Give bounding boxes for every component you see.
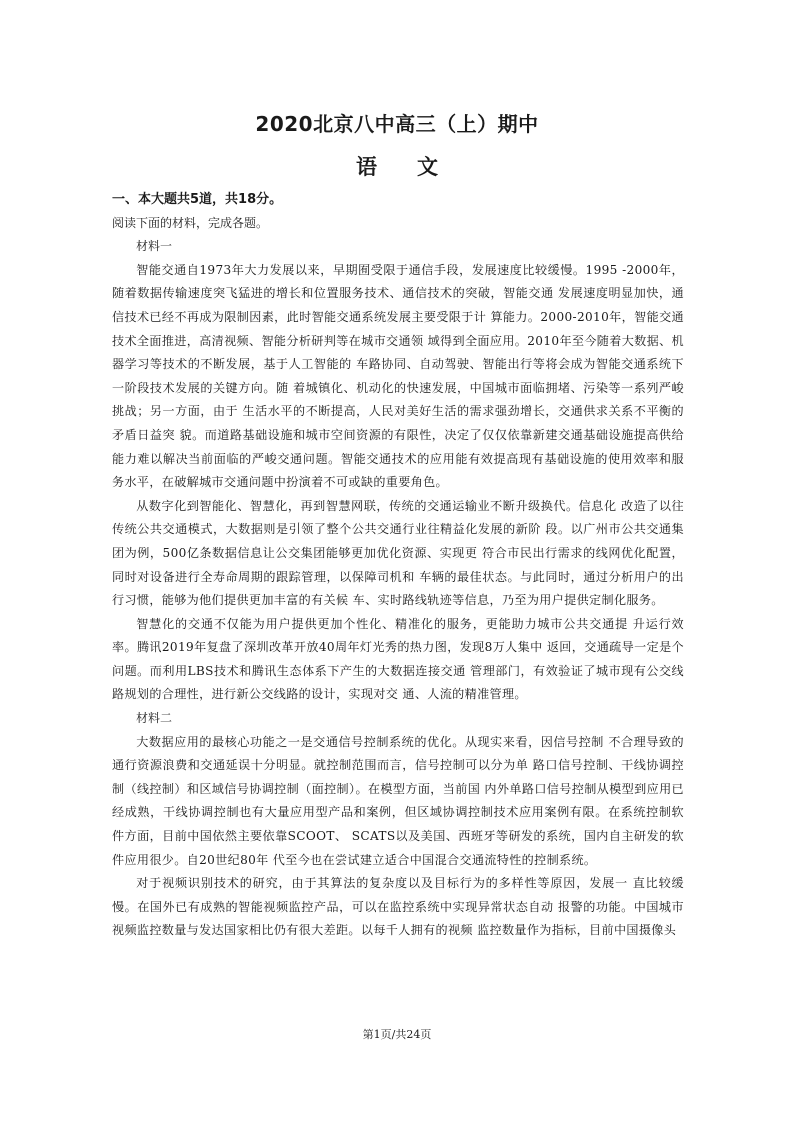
material-one-paragraph-1: 智能交通自1973年大力发展以来，早期囿受限于通信手段，发展速度比较缓慢。1995 -2000年，随着数据传输速度突飞猛进的增长和位置服务技术、通信技术的突破，智能交通 发展速度明显加快，通信技术已经不再成为限制因素，此时智能交通系统发展主要受限于计 算能力。2000-2010年，智能交通技术全面推进，高清视频、智能分析研判等在城市交通领 域得到全面应用。2010年至今随着大数据、机器学习等技术的不断发展，基于人工智能的 车路协同、自动驾驶、智能出行等将会成为智能交通系统下一阶段技术发展的关键方向。随 着城镇化、机动化的快速发展，中国城市面临拥堵、污染等一系列严峻挑战；另一方面，由于 生活水平的不断提高，人民对美好生活的需求强劲增长，交通供求关系不平衡的矛盾日益突 貌。而道路基础设施和城市空间资源的有限性，决定了仅仅依靠新建交通基础设施提高供给能力难以解决当前面临的严峻交通问题。智能交通技术的应用能有效提高现有基础设施的使用效率和服务水平，在破解城市交通问题中扮演着不可或缺的重要角色。 <box>112 262 684 490</box>
material-one-label: 材料一 <box>136 239 173 254</box>
document-body <box>112 188 684 943</box>
page-number: 第1页/共24页 <box>362 1028 432 1041</box>
instruction-text: 阅读下面的材料，完成各题。 <box>112 215 269 230</box>
section-heading: 一、本大题共5道，共18分。 <box>112 192 283 207</box>
material-two-label: 材料二 <box>136 711 173 726</box>
material-two-paragraph-2: 对于视频识别技术的研究，由于其算法的复杂度以及目标行为的多样性等原因，发展一 直比较缓慢。在国外已有成熟的智能视频监控产品，可以在监控系统中实现异常状态自动 报警的功能。中国城市视频监控数量与发达国家相比仍有很大差距。以每千人拥有的视频 监控数量作为指标，目前中国摄像头 <box>112 876 684 938</box>
page-title: 2020北京八中高三（上）期中 <box>255 112 539 136</box>
material-one-paragraph-3: 智慧化的交通不仅能为用户提供更加个性化、精准化的服务，更能助力城市公共交通提 升运行效率。腾讯2019年复盘了深圳改革开放40周年灯光秀的热力图，发现8万人集中 返回，交通疏导一定是个问题。而利用LBS技术和腾讯生态体系下产生的大数据连接交通 管理部门，有效验证了城市现有公交线路规划的合理性，进行新公交线路的设计，实现对交 通、人流的精准管理。 <box>112 616 684 702</box>
subject-title: 语文 <box>356 155 478 179</box>
material-two-paragraph-1: 大数据应用的最核心功能之一是交通信号控制系统的优化。从现实来看，因信号控制 不合理导致的通行资源浪费和交通延误十分明显。就控制范围而言，信号控制可以分为单 路口信号控制、干线协调控制（线控制）和区域信号协调控制（面控制）。在模型方面，当前国 内外单路口信号控制从模型到应用已经成熟，干线协调控制也有大量应用型产品和案例，但区域协调控制技术应用案例有限。在系统控制软件方面，目前中国依然主要依靠SCOOT、 SCATS以及美国、西班牙等研发的系统，国内自主研发的软件应用很少。自20世纪80年 代至今也在尝试建立适合中国混合交通流特性的控制系统。 <box>112 734 684 867</box>
material-one-paragraph-2: 从数字化到智能化、智慧化，再到智慧网联，传统的交通运输业不断升级换代。信息化 改造了以往传统公共交通模式，大数据则是引领了整个公共交通行业往精益化发展的新阶 段。以广州市公共交通集团为例，500亿条数据信息让公交集团能够更加优化资源、实现更 符合市民出行需求的线网优化配置，同时对设备进行全寿命周期的跟踪管理，以保障司机和 车辆的最佳状态。与此同时，通过分析用户的出行习惯，能够为他们提供更加丰富的有关候 车、实时路线轨迹等信息，乃至为用户提供定制化服务。 <box>112 498 684 608</box>
